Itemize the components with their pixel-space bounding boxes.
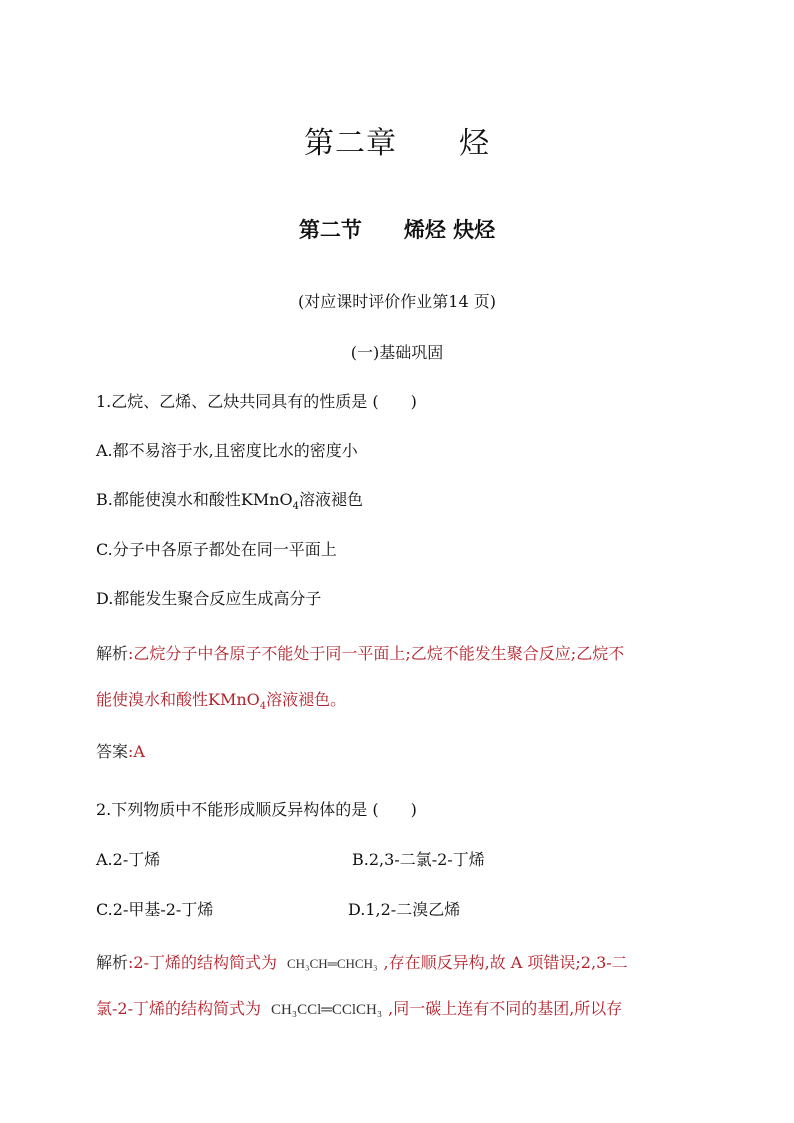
- q1-option-b-formula: KMnO: [240, 490, 293, 509]
- q2-option-b: B.2,3-二氯-2-丁烯: [352, 850, 485, 869]
- q2-analysis-text-2: ,存在顺反异构,故 A 项错误;2,3-二: [383, 953, 628, 972]
- q1-option-b: [96, 487, 363, 512]
- q1-analysis-line1: [96, 641, 624, 664]
- q1-option-a: A.都不易溶于水,且密度比水的密度小: [96, 441, 358, 460]
- q2-option-a: A.2-丁烯: [96, 850, 161, 869]
- q1-option-c: C.分子中各原子都处在同一平面上: [96, 540, 337, 559]
- q2-formula-butene: CH₃CH═CHCH₃: [287, 956, 378, 971]
- chapter-title: 第二章 烃: [304, 126, 490, 161]
- q2-option-d: D.1,2-二溴乙烯: [348, 900, 461, 919]
- q1-analysis-label: 解析: [96, 644, 129, 663]
- q1-option-d: D.都能发生聚合反应生成高分子: [96, 589, 322, 608]
- q1-analysis-line2: [96, 687, 346, 712]
- q2-analysis-text-4: ,同一碳上连有不同的基团,所以存: [388, 999, 623, 1018]
- section-title: 第二节 烯烃 炔烃: [298, 217, 496, 242]
- q1-stem: 1.乙烷、乙烯、乙炔共同具有的性质是 ( ): [96, 392, 417, 411]
- q1-analysis-text: :乙烷分子中各原子不能处于同一平面上;乙烷不能发生聚合反应;乙烷不: [128, 644, 625, 663]
- subheading: (一)基础巩固: [350, 343, 444, 362]
- q2-analysis-line2: [96, 996, 622, 1019]
- q1-analysis-text-2: 能使溴水和酸性: [96, 690, 209, 709]
- q1-analysis-subscript: 4: [259, 701, 267, 713]
- q1-answer-label: 答案: [96, 742, 129, 761]
- q2-analysis-text: :2-丁烯的结构简式为: [128, 953, 277, 972]
- q2-stem: 2.下列物质中不能形成顺反异构体的是 ( ): [96, 800, 417, 819]
- q1-analysis-formula: KMnO: [208, 690, 260, 709]
- q1-answer: [96, 739, 145, 762]
- q2-analysis-line1: [96, 950, 628, 973]
- q2-formula-dichlorobutene: CH₃CCl═CClCH₃: [271, 1002, 383, 1018]
- reference-note: (对应课时评价作业第14 页): [298, 292, 496, 311]
- q1-option-b-text-end: 溶液褪色: [299, 490, 364, 509]
- q1-analysis-text-3: 溶液褪色。: [266, 690, 347, 709]
- q2-option-c: C.2-甲基-2-丁烯: [96, 900, 214, 919]
- q1-answer-value: :A: [128, 742, 145, 761]
- q1-option-b-text: B.都能使溴水和酸性: [96, 490, 241, 509]
- q2-analysis-label: 解析: [96, 953, 129, 972]
- q1-option-b-subscript: 4: [292, 501, 299, 513]
- q2-analysis-text-3: 氯-2-丁烯的结构简式为: [96, 999, 261, 1018]
